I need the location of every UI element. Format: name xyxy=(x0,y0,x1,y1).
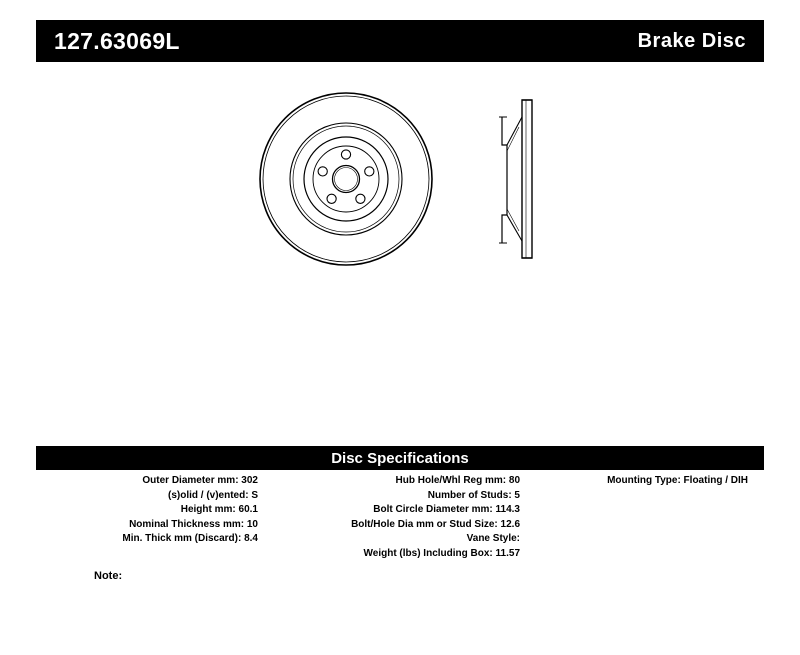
spec-row: Outer Diameter mm: 302 xyxy=(142,475,258,486)
spec-row: Height mm: 60.1 xyxy=(180,504,258,515)
spec-row: Weight (lbs) Including Box: 11.57 xyxy=(363,547,520,559)
technical-drawing xyxy=(36,75,764,430)
spec-row: Nominal Thickness mm: 10 xyxy=(129,518,258,530)
spec-row: Number of Studs: 5 xyxy=(427,489,520,501)
spec-row: Bolt Circle Diameter mm: 114.3 xyxy=(373,504,520,515)
part-number: 127.63069L xyxy=(54,27,180,54)
spec-column-middle xyxy=(264,474,524,561)
header-bar xyxy=(36,20,764,62)
spec-row: Vane Style: xyxy=(466,533,520,544)
note-row xyxy=(36,570,764,582)
spec-row: Hub Hole/Whl Reg mm: 80 xyxy=(395,475,520,486)
spec-column-left xyxy=(36,474,264,547)
product-type-label: Brake Disc xyxy=(637,30,746,52)
brake-disc-face-view xyxy=(260,93,432,265)
spec-row: Min. Thick mm (Discard): 8.4 xyxy=(122,533,258,544)
spec-title-bar xyxy=(36,446,764,470)
note-label: Note: xyxy=(94,570,123,582)
spec-row: Bolt/Hole Dia mm or Stud Size: 12.6 xyxy=(351,518,520,530)
spec-columns xyxy=(36,474,764,561)
spec-row: (s)olid / (v)ented: S xyxy=(168,489,258,501)
spec-column-right xyxy=(524,474,764,489)
spec-row: Mounting Type: Floating / DIH xyxy=(607,475,748,486)
spec-title: Disc Specifications xyxy=(331,449,469,467)
brake-disc-edge-view xyxy=(499,100,532,258)
